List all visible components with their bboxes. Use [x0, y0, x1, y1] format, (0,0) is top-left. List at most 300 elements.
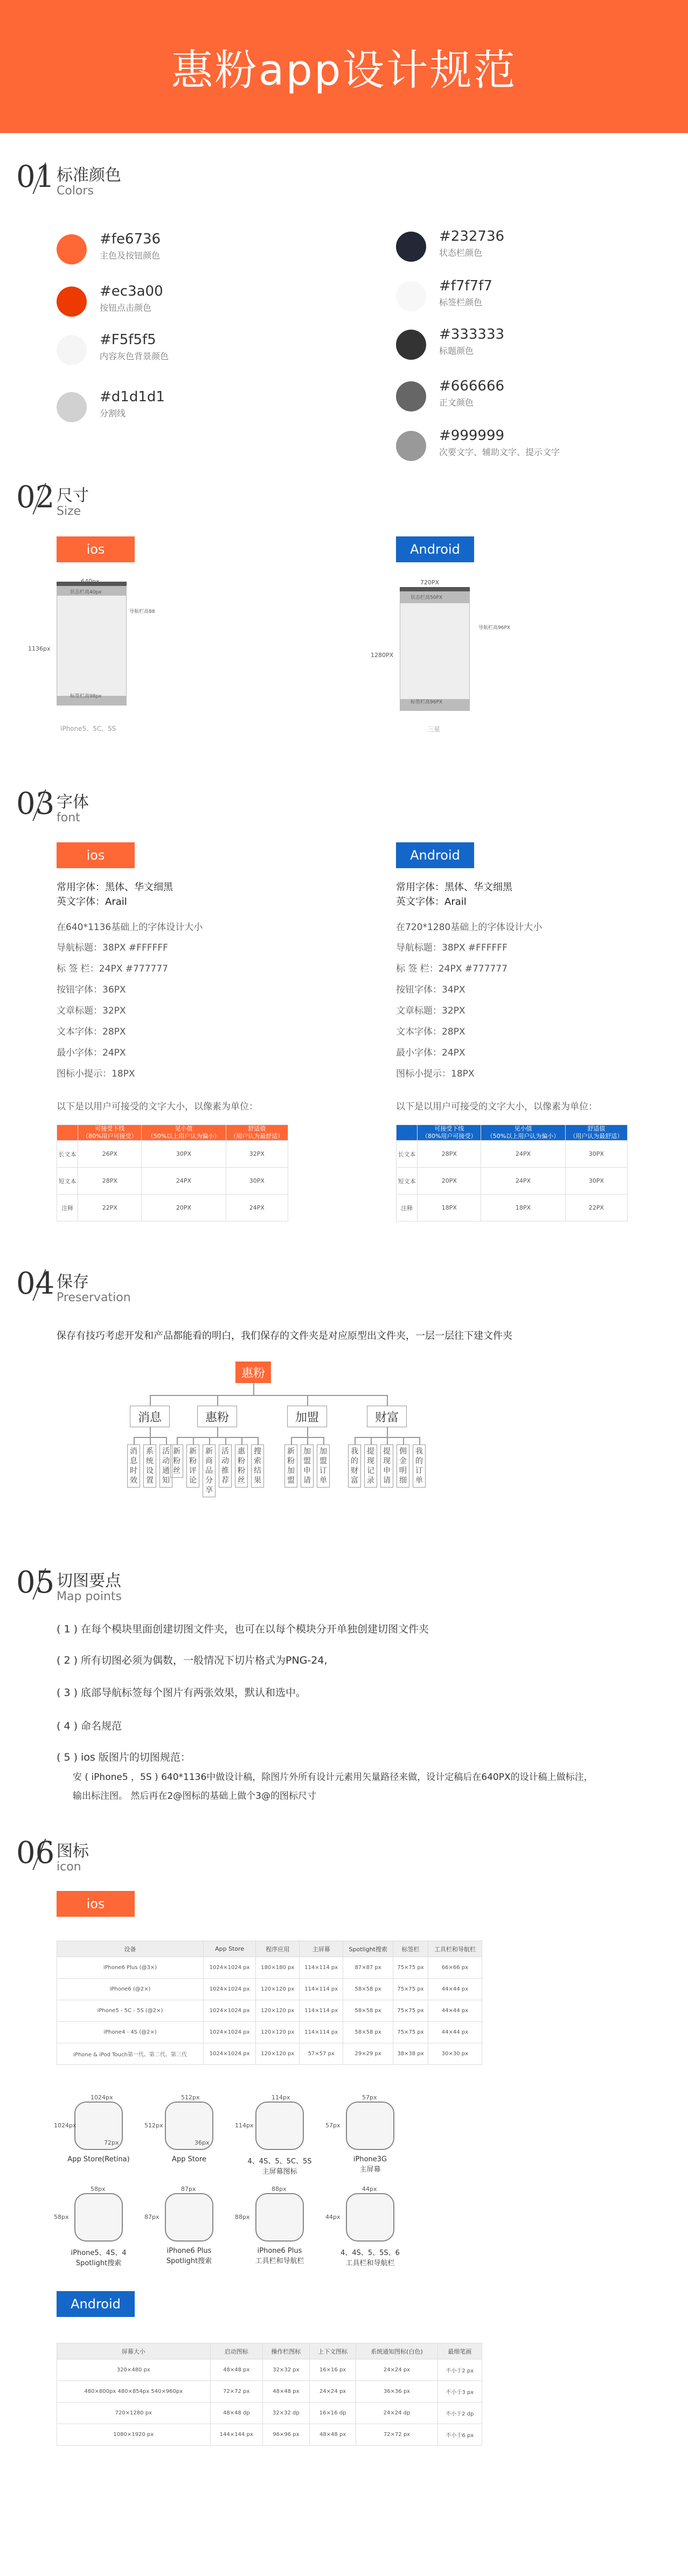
tree-leaf: 加 盟 订 单 [317, 1444, 330, 1488]
tree-line [177, 1437, 259, 1438]
color-hex: #F5f5f5 [100, 332, 156, 348]
tree-leaf: 佣 金 明 细 [397, 1444, 409, 1488]
icon-width-label: 44px [362, 2186, 377, 2193]
map-point-item: ( 4 ) 命名规范 [57, 1720, 122, 1732]
tree-leaf: 惠 粉 粉 丝 [235, 1444, 248, 1488]
map-point-item: ( 1 ) 在每个模块里面创建切图文件夹，也可在以每个模块分开单独创建切图文件夹 [57, 1623, 429, 1635]
table-cell: 短文本 [57, 1168, 78, 1195]
tree-category: 加盟 [287, 1406, 327, 1427]
table-cell: 1024×1024 px [204, 2000, 256, 2022]
color-description: 状态栏颜色 [439, 248, 483, 258]
table-cell: 29×29 px [343, 2043, 393, 2065]
color-hex: #fe6736 [100, 231, 161, 247]
font-spec-line: 按钮字体：36PX [57, 985, 126, 995]
preservation-description: 保存有技巧考虑开发和产品都能看的明白，我们保存的文件夹是对应原型出文件夹，一层一层往下建文件夹 [57, 1330, 512, 1342]
table-cell: 1024×1024 px [204, 2022, 256, 2043]
android-width-label: 720PX [420, 579, 440, 586]
table-cell: iPhone5 - 5C - 5S (@2×) [57, 2000, 204, 2022]
color-swatch [396, 232, 426, 262]
font-spec-line: 常用字体：黑体、华文细黑 [57, 882, 173, 893]
map-point-item: ( 3 ) 底部导航标签每个图片有两张效果，默认和选中。 [57, 1687, 307, 1699]
table-cell: 1024×1024 px [204, 1957, 256, 1979]
tree-line [217, 1427, 218, 1437]
ios-width-label: 640px [81, 578, 100, 585]
table-cell: iPhone6 (@2×) [57, 1979, 204, 2000]
tree-line [387, 1395, 388, 1406]
icon-width-label: 1024px [91, 2094, 113, 2101]
ios-font-label: ios [57, 842, 135, 868]
table-cell: 48×48 px [210, 2359, 263, 2381]
table-row [57, 1141, 288, 1168]
table-header: 系统通知图标(白色) [356, 2343, 437, 2359]
section-subtitle: Colors [57, 184, 94, 198]
table-cell: 75×75 px [393, 1979, 428, 2000]
tree-line [217, 1395, 218, 1406]
color-hex: #666666 [439, 378, 505, 394]
tree-line [193, 1437, 194, 1444]
tree-leaf: 系 统 设 置 [143, 1444, 156, 1488]
table-cell: 120×120 px [256, 2022, 300, 2043]
table-cell: 18PX [418, 1195, 481, 1221]
map-point-item: 安 ( iPhone5 ，5S ) 640*1136中做设计稿，除图片外所有设计元素用矢量路径来做，设计定稿后在640PX的设计稿上做标注， [73, 1772, 593, 1783]
table-row [57, 1195, 288, 1221]
table-header: 设备 [57, 1941, 204, 1957]
table-cell: 320×480 px [57, 2359, 211, 2381]
table-cell: 114×114 px [300, 2022, 343, 2043]
table-cell: 24×24 dp [356, 2403, 437, 2424]
table-cell: 24×24 px [356, 2359, 437, 2381]
tree-line [307, 1437, 308, 1444]
tree-line [419, 1437, 420, 1444]
color-swatch [57, 392, 87, 422]
table-row [57, 2000, 482, 2022]
table-row [57, 2043, 482, 2065]
table-cell: iPhone6 Plus (@3×) [57, 1957, 204, 1979]
table-header: 上下文图标 [309, 2343, 356, 2359]
color-swatch [396, 281, 426, 311]
table-cell: 20PX [142, 1195, 226, 1221]
android-icon-table [57, 2343, 482, 2446]
tree-line [134, 1437, 135, 1444]
android-size-diagram [400, 587, 470, 711]
font-spec-line: 图标小提示：18PX [57, 1069, 135, 1079]
font-spec-line: 标 签 栏：24PX #777777 [396, 964, 508, 974]
section-number: 03 [16, 786, 55, 821]
section-title: 切图要点 [57, 1572, 121, 1590]
icon-width-label: 88px [272, 2186, 287, 2193]
font-spec-line: 文章标题：32PX [57, 1006, 126, 1016]
table-row [397, 1168, 628, 1195]
table-cell: 注释 [397, 1195, 418, 1221]
table-header: App Store [204, 1941, 256, 1957]
android-nav-label: 导航栏高96PX [478, 625, 511, 631]
table-cell: 24PX [481, 1168, 565, 1195]
table-row [397, 1141, 628, 1168]
section-subtitle: icon [57, 1860, 81, 1874]
table-header: 操作栏图标 [263, 2343, 310, 2359]
tree-line [323, 1437, 324, 1444]
icon-width-label: 114px [272, 2094, 290, 2101]
font-spec-line: 以下是以用户可接受的文字大小，以像素为单位： [396, 1101, 597, 1112]
table-header: 舒适值 （用户认为最舒适） [226, 1125, 288, 1141]
page-title: 惠粉app设计规范 [171, 46, 517, 95]
table-cell: 24PX [481, 1141, 565, 1168]
tree-line [209, 1437, 210, 1444]
icon-size-box [346, 2102, 394, 2150]
font-spec-line: 标 签 栏：24PX #777777 [57, 964, 168, 974]
font-spec-line: 文本字体：28PX [396, 1027, 465, 1037]
color-hex: #f7f7f7 [439, 278, 492, 294]
table-cell: 48×48 px [309, 2424, 356, 2446]
table-cell: 75×75 px [393, 2022, 428, 2043]
table-cell: 注释 [57, 1195, 78, 1221]
icon-caption: iPhone6 Plus 工具栏和导航栏 [255, 2247, 304, 2265]
section-number: 02 [16, 480, 55, 515]
font-spec-line: 以下是以用户可接受的文字大小，以像素为单位： [57, 1101, 258, 1112]
table-row [57, 1168, 288, 1195]
table-cell: 96×96 px [263, 2424, 310, 2446]
section-number: 04 [16, 1266, 55, 1301]
tree-line [177, 1437, 178, 1444]
table-cell: 32×32 dp [263, 2403, 310, 2424]
color-hex: #999999 [439, 428, 505, 444]
table-cell: 16×16 dp [309, 2403, 356, 2424]
table-header: 可接受下线 （80%用户可接受） [418, 1125, 481, 1141]
table-cell: 120×120 px [256, 2043, 300, 2065]
map-point-item: ( 5 ) ios 版图片的切图规范： [57, 1751, 191, 1763]
icon-width-label: 57px [362, 2094, 377, 2101]
icon-caption: App Store [172, 2155, 206, 2163]
table-cell: 不小于3 px [437, 2381, 482, 2403]
tree-leaf: 新 商 品 分 享 [203, 1444, 216, 1497]
table-cell: 1080×1920 px [57, 2424, 211, 2446]
font-spec-line: 在720*1280基础上的字体设计大小 [396, 922, 543, 933]
ios-size-diagram [57, 582, 127, 706]
section-subtitle: Map points [57, 1590, 122, 1603]
tree-leaf: 新 粉 丝 [170, 1444, 183, 1478]
android-font-label: Android [396, 842, 474, 868]
ios-status-label: 状态栏高40px [70, 590, 102, 595]
table-cell: 120×120 px [256, 1979, 300, 2000]
table-cell: 720×1280 px [57, 2403, 211, 2424]
table-cell: 24×24 px [309, 2381, 356, 2403]
table-cell: 1024×1024 px [204, 1979, 256, 2000]
tree-leaf: 提 现 记 录 [364, 1444, 377, 1488]
font-spec-line: 在640*1136基础上的字体设计大小 [57, 922, 203, 933]
table-cell: 24PX [142, 1168, 226, 1195]
table-cell: 114×114 px [300, 2000, 343, 2022]
table-row [57, 2381, 482, 2403]
table-row [57, 2424, 482, 2446]
font-spec-line: 英文字体：Arail [57, 896, 127, 907]
color-description: 正文颜色 [439, 397, 474, 408]
color-description: 按钮点击颜色 [100, 303, 152, 313]
tree-line [253, 1383, 254, 1395]
section-title: 图标 [57, 1842, 89, 1861]
table-header: 工具栏和导航栏 [428, 1941, 482, 1957]
table-cell: 30PX [565, 1168, 627, 1195]
icon-caption: App Store(Retina) [67, 2155, 130, 2163]
table-cell: 87×87 px [343, 1957, 393, 1979]
tree-line [150, 1395, 387, 1396]
icon-height-label: 114px [235, 2122, 254, 2129]
icon-inner-label: 72px [104, 2139, 119, 2146]
font-spec-line: 导航标题：38PX #FFFFFF [57, 943, 168, 953]
icon-height-label: 58px [54, 2214, 69, 2221]
android-label: Android [396, 536, 474, 562]
section-subtitle: Preservation [57, 1291, 131, 1304]
table-row [57, 1979, 482, 2000]
table-cell: iPhone4 - 4S (@2×) [57, 2022, 204, 2043]
table-cell: 32PX [226, 1141, 288, 1168]
icon-width-label: 58px [91, 2186, 106, 2193]
tree-line [150, 1437, 151, 1444]
table-cell: 75×75 px [393, 2000, 428, 2022]
color-swatch [396, 330, 426, 360]
table-row [57, 2359, 482, 2381]
section-title: 标准颜色 [57, 166, 121, 185]
table-cell: 30PX [142, 1141, 226, 1168]
color-description: 标题颜色 [439, 346, 474, 356]
icon-size-box [255, 2193, 304, 2242]
tree-line [403, 1437, 404, 1444]
table-header: 程序应用 [256, 1941, 300, 1957]
android-tab-label: 标签栏高96PX [411, 700, 443, 705]
table-header: 见小值 （50%以上用户认为偏小） [481, 1125, 565, 1141]
section-number: 05 [16, 1565, 55, 1600]
color-swatch [57, 335, 87, 365]
icon-size-box [346, 2193, 394, 2242]
tree-line [387, 1437, 388, 1444]
color-description: 标签栏颜色 [439, 297, 483, 308]
table-row [57, 2403, 482, 2424]
table-cell: 30PX [226, 1168, 288, 1195]
table-header: 屏幕大小 [57, 2343, 211, 2359]
table-cell: 44×44 px [428, 2000, 482, 2022]
icon-height-label: 57px [325, 2122, 340, 2129]
table-header [397, 1125, 418, 1141]
tree-leaf: 新 粉 加 盟 [284, 1444, 297, 1488]
table-cell: 18PX [481, 1195, 565, 1221]
color-swatch [396, 381, 426, 411]
tree-leaf: 我 的 订 单 [413, 1444, 426, 1488]
tree-line [225, 1437, 226, 1444]
table-cell: 16×16 px [309, 2359, 356, 2381]
tree-line [307, 1427, 308, 1437]
icon-height-label: 87px [144, 2214, 159, 2221]
section-title: 尺寸 [57, 486, 89, 505]
color-description: 次要文字、辅助文字、提示文字 [439, 447, 560, 457]
section-number: 06 [16, 1835, 55, 1870]
table-header: 见小值 （50%以上用户认为偏小） [142, 1125, 226, 1141]
tree-category: 惠粉 [197, 1406, 237, 1427]
table-cell: 44×44 px [428, 1979, 482, 2000]
icon-caption: iPhone6 Plus Spotlight搜索 [166, 2247, 212, 2265]
color-description: 主色及按钮颜色 [100, 250, 161, 261]
icon-caption: iPhone3G 主屏幕 [353, 2155, 387, 2174]
ios-height-label: 1136px [28, 645, 51, 652]
font-spec-line: 导航标题：38PX #FFFFFF [396, 943, 508, 953]
table-cell: 短文本 [397, 1168, 418, 1195]
table-header: 舒适值 （用户认为最舒适） [565, 1125, 627, 1141]
android-status-label: 状态栏高50PX [411, 595, 443, 601]
color-description: 分割线 [100, 408, 126, 418]
icon-caption: iPhone5、4S、4 Spotlight搜索 [71, 2249, 127, 2267]
color-description: 内容灰色背景颜色 [100, 351, 169, 361]
color-hex: #ec3a00 [100, 283, 163, 299]
android-font-table [396, 1125, 628, 1221]
android-icon-label: Android [57, 2291, 135, 2317]
icon-caption: 4、4S、5、5S、6 工具栏和导航栏 [340, 2249, 400, 2267]
table-cell: 480×800px 480×854px 540×960px [57, 2381, 211, 2403]
table-cell: 不小于6 px [437, 2424, 482, 2446]
icon-caption: 4、4S、5、5C、5S 主屏幕图标 [247, 2158, 312, 2176]
android-model-label: 三星 [427, 725, 441, 733]
table-row [57, 2022, 482, 2043]
ios-model-label: iPhone5、5C、5S [60, 725, 116, 732]
table-cell: 144×144 px [210, 2424, 263, 2446]
table-cell: 58×58 px [343, 2022, 393, 2043]
tree-leaf: 搜 索 结 果 [251, 1444, 264, 1488]
icon-height-label: 88px [235, 2214, 250, 2221]
table-cell: 44×44 px [428, 2022, 482, 2043]
ios-icon-label: ios [57, 1891, 135, 1917]
android-height-label: 1280PX [371, 652, 394, 659]
table-cell: 57×57 px [300, 2043, 343, 2065]
table-cell: 58×58 px [343, 1979, 393, 2000]
tree-leaf: 活 动 推 荐 [219, 1444, 232, 1488]
table-cell: 72×72 px [210, 2381, 263, 2403]
tree-line [258, 1437, 259, 1444]
font-spec-line: 按钮字体：34PX [396, 985, 465, 995]
tree-leaf: 活 动 通 知 [159, 1444, 172, 1488]
tree-line [371, 1437, 372, 1444]
font-spec-line: 最小字体：24PX [396, 1048, 465, 1058]
color-hex: #232736 [439, 228, 505, 245]
section-title: 保存 [57, 1273, 89, 1292]
font-spec-line: 常用字体：黑体、华文细黑 [396, 882, 512, 893]
ios-icon-table [57, 1940, 482, 2065]
icon-height-label: 1024px [54, 2122, 77, 2129]
section-subtitle: font [57, 811, 80, 825]
tree-leaf: 新 粉 评 论 [186, 1444, 199, 1488]
table-cell: 20PX [418, 1168, 481, 1195]
table-cell: 不小于2 dp [437, 2403, 482, 2424]
color-swatch [396, 431, 426, 461]
table-cell: 66×66 px [428, 1957, 482, 1979]
icon-inner-label: 36px [194, 2139, 210, 2146]
table-header: 主屏幕 [300, 1941, 343, 1957]
table-header: 可接受下线 （80%用户可接受） [78, 1125, 142, 1141]
table-cell: 36×36 px [356, 2381, 437, 2403]
table-cell: 120×120 px [256, 2000, 300, 2022]
table-cell: 24PX [226, 1195, 288, 1221]
tree-category: 财富 [367, 1406, 407, 1427]
tree-leaf: 消 息 时 效 [127, 1444, 140, 1488]
table-cell: 22PX [565, 1195, 627, 1221]
table-cell: 72×72 px [356, 2424, 437, 2446]
table-cell: 长文本 [57, 1141, 78, 1168]
tree-line [307, 1395, 308, 1406]
section-title: 字体 [57, 793, 89, 812]
color-swatch [57, 234, 87, 264]
color-hex: #333333 [439, 326, 505, 343]
table-header: 最细笔画 [437, 2343, 482, 2359]
table-cell: 30×30 px [428, 2043, 482, 2065]
table-cell: 58×58 px [343, 2000, 393, 2022]
section-number: 01 [16, 159, 55, 194]
font-spec-line: 图标小提示：18PX [396, 1069, 475, 1079]
tree-category: 消息 [130, 1406, 170, 1427]
table-row [397, 1195, 628, 1221]
tree-line [241, 1437, 242, 1444]
color-swatch [57, 287, 87, 317]
table-cell: 38×38 px [393, 2043, 428, 2065]
tree-root: 惠粉 [235, 1362, 271, 1383]
table-cell: 26PX [78, 1141, 142, 1168]
header-banner [0, 0, 688, 133]
tree-leaf: 提 现 申 请 [380, 1444, 393, 1488]
tree-line [150, 1427, 151, 1437]
table-cell: 180×180 px [256, 1957, 300, 1979]
table-cell: 28PX [78, 1168, 142, 1195]
font-spec-line: 文本字体：28PX [57, 1027, 126, 1037]
tree-line [291, 1437, 292, 1444]
table-row [57, 1957, 482, 1979]
ios-font-table [57, 1125, 288, 1221]
font-spec-line: 英文字体：Arail [396, 896, 467, 907]
map-point-item: 输出标注图。 然后再在2@图标的基础上做个3@的图标尺寸 [73, 1791, 317, 1802]
table-cell: 114×114 px [300, 1979, 343, 2000]
icon-size-box [255, 2102, 304, 2150]
table-header [57, 1125, 78, 1141]
table-cell: 48×48 px [263, 2381, 310, 2403]
table-cell: iPhone & iPod Touch第一代、第二代、第三代 [57, 2043, 204, 2065]
table-cell: 75×75 px [393, 1957, 428, 1979]
icon-height-label: 44px [325, 2214, 340, 2221]
table-cell: 长文本 [397, 1141, 418, 1168]
table-cell: 32×32 px [263, 2359, 310, 2381]
icon-size-box [74, 2193, 123, 2242]
ios-label: ios [57, 536, 135, 562]
tree-leaf: 加 盟 申 请 [301, 1444, 314, 1488]
color-hex: #d1d1d1 [100, 389, 165, 405]
table-cell: 30PX [565, 1141, 627, 1168]
table-cell: 不小于2 px [437, 2359, 482, 2381]
tree-line [387, 1427, 388, 1437]
section-subtitle: Size [57, 505, 81, 518]
table-cell: 1024×1024 px [204, 2043, 256, 2065]
icon-size-box [165, 2193, 213, 2242]
font-spec-line: 最小字体：24PX [57, 1048, 126, 1058]
table-header: 启动图标 [210, 2343, 263, 2359]
tree-leaf: 我 的 财 富 [348, 1444, 361, 1488]
table-cell: 114×114 px [300, 1957, 343, 1979]
icon-height-label: 512px [144, 2122, 163, 2129]
table-cell: 28PX [418, 1141, 481, 1168]
table-cell: 48×48 dp [210, 2403, 263, 2424]
table-header: Spotlight搜索 [343, 1941, 393, 1957]
icon-width-label: 87px [181, 2186, 196, 2193]
tree-line [150, 1395, 151, 1406]
icon-width-label: 512px [181, 2094, 200, 2101]
tree-line [166, 1437, 167, 1444]
table-header: 标签栏 [393, 1941, 428, 1957]
ios-nav-label: 导航栏高88 [129, 609, 155, 615]
map-point-item: ( 2 ) 所有切图必须为偶数，一般情况下切片格式为PNG-24, [57, 1654, 328, 1666]
ios-tab-label: 标签栏高98px [70, 694, 102, 699]
tree-line [355, 1437, 356, 1444]
